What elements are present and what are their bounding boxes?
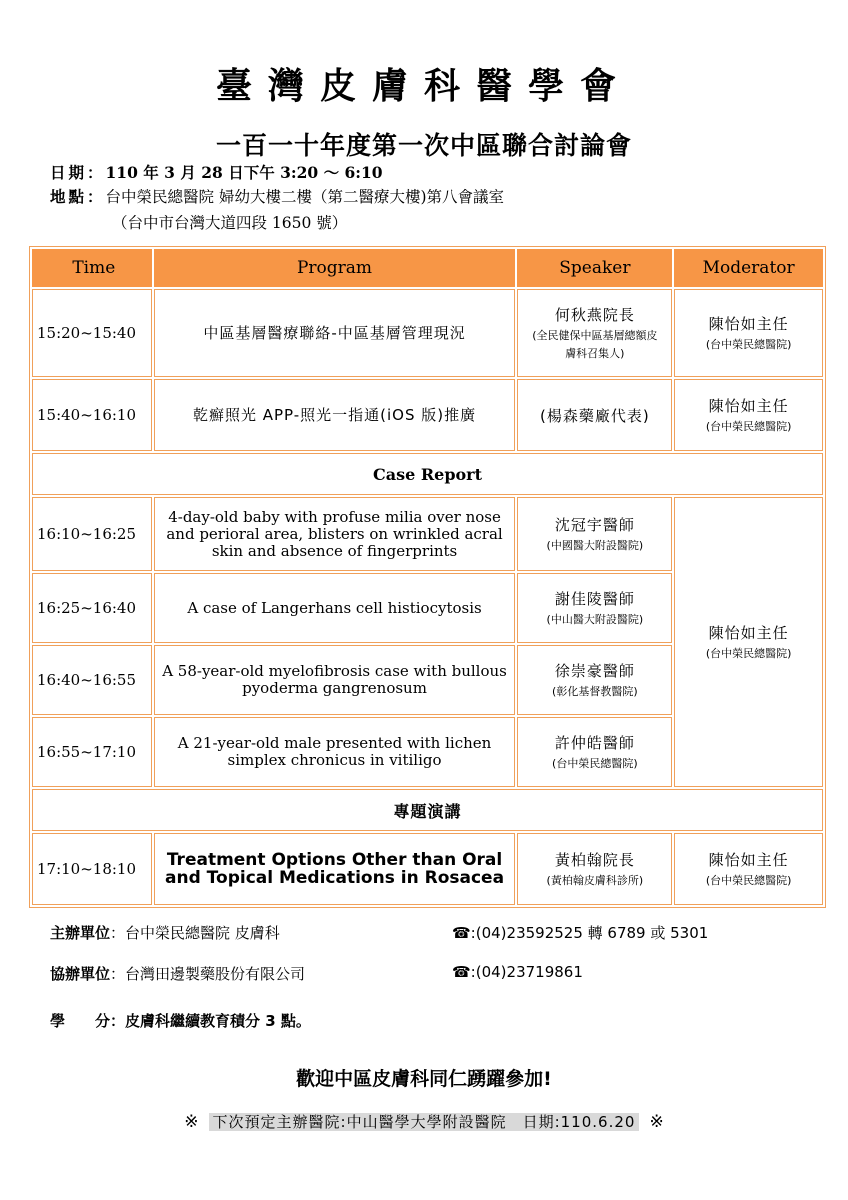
row-moderator [674, 289, 823, 377]
co-organizer-label: 協辦單位 [50, 965, 111, 983]
row-time: 16:40~16:55 [32, 645, 152, 715]
next-host-note [0, 1111, 848, 1132]
row-time: 15:40~16:10 [32, 379, 152, 451]
co-organizer-value: ：台灣田邊製藥股份有限公司 [110, 965, 306, 983]
reference-mark-left: ※ [184, 1112, 199, 1132]
program-table [29, 246, 826, 908]
reference-mark-right: ※ [649, 1112, 664, 1132]
case-moderator [674, 497, 823, 787]
speaker-affiliation: (彰化基督教醫院) [552, 685, 638, 698]
venue-label: 地點： [50, 187, 106, 206]
speaker-affiliation: (中山醫大附設醫院) [546, 613, 644, 626]
row-speaker: (楊森藥廠代表) [517, 379, 672, 451]
moderator-affiliation: (台中榮民總醫院) [705, 647, 792, 660]
speaker-name: 黃柏翰院長 [554, 851, 635, 869]
venue-address: （台中市台灣大道四段 1650 號） [112, 214, 348, 232]
organizer-value: ：台中榮民總醫院 皮膚科 [110, 924, 280, 942]
row-time: 15:20~15:40 [32, 289, 152, 377]
row-speaker [517, 497, 672, 571]
speaker-affiliation: (台中榮民總醫院) [552, 757, 638, 770]
organizer-label: 主辦單位 [50, 924, 111, 942]
speaker-affiliation: (中國醫大附設醫院) [546, 539, 644, 552]
row-moderator [674, 379, 823, 451]
next-host-text: 下次預定主辦醫院:中山醫學大學附設醫院 日期:110.6.20 [209, 1113, 640, 1131]
co-organizer-phone: ☎:(04)23719861 [452, 963, 583, 981]
header-moderator: Moderator [674, 249, 823, 287]
speaker-name: 徐崇豪醫師 [554, 662, 635, 680]
row-speaker [517, 833, 672, 905]
header-time: Time [32, 249, 152, 287]
welcome-message: 歡迎中區皮膚科同仁踴躍參加! [296, 1068, 552, 1090]
event-date [50, 162, 383, 184]
row-speaker [517, 289, 672, 377]
row-program: A 21-year-old male presented with lichen simplex chronicus in vitiligo [154, 717, 516, 787]
speaker-name: 許仲皓醫師 [554, 734, 635, 752]
moderator-name: 陳怡如主任 [708, 624, 789, 642]
header-speaker: Speaker [517, 249, 672, 287]
row-speaker [517, 717, 672, 787]
speaker-affiliation: (黃柏翰皮膚科診所) [546, 874, 644, 887]
speaker-name: 沈冠宇醫師 [554, 516, 635, 534]
section-row [32, 453, 823, 495]
table-row [32, 379, 823, 451]
row-time: 16:25~16:40 [32, 573, 152, 643]
section-row [32, 789, 823, 831]
event-venue [50, 186, 504, 208]
row-time: 16:10~16:25 [32, 497, 152, 571]
speaker-affiliation: (全民健保中區基層總額皮膚科召集人) [532, 329, 658, 360]
row-moderator [674, 833, 823, 905]
row-time: 17:10~18:10 [32, 833, 152, 905]
organizer-line [50, 922, 280, 943]
row-speaker [517, 573, 672, 643]
page-subtitle: 一百一十年度第一次中區聯合討論會 [215, 131, 632, 160]
table-row [32, 833, 823, 905]
row-time: 16:55~17:10 [32, 717, 152, 787]
table-row [32, 289, 823, 377]
row-program: Treatment Options Other than Oral and Topical Medications in Rosacea [154, 833, 516, 905]
credit-label: 學 分 [50, 1012, 111, 1030]
organizer-phone: ☎:(04)23592525 轉 6789 或 5301 [452, 924, 709, 942]
moderator-name: 陳怡如主任 [708, 315, 789, 333]
row-speaker [517, 645, 672, 715]
header-program: Program [154, 249, 516, 287]
row-program: 乾癬照光 APP-照光一指通(iOS 版)推廣 [154, 379, 516, 451]
date-value: 110 年 3 月 28 日下午 3:20 ～ 6:10 [105, 163, 383, 182]
speaker-name: 謝佳陵醫師 [554, 590, 635, 608]
moderator-affiliation: (台中榮民總醫院) [705, 874, 792, 887]
date-label: 日期： [50, 163, 106, 182]
co-organizer-line [50, 963, 305, 984]
moderator-name: 陳怡如主任 [708, 397, 789, 415]
credit-value: ：皮膚科繼續教育積分 3 點。 [110, 1012, 311, 1030]
row-program: 中區基層醫療聯絡-中區基層管理現況 [154, 289, 516, 377]
page-title: 臺灣皮膚科醫學會 [215, 66, 632, 107]
table-header-row [32, 249, 823, 287]
section-lecture: 專題演講 [32, 789, 823, 831]
section-case-report: Case Report [32, 453, 823, 495]
row-program: A 58-year-old myelofibrosis case with bullous pyoderma gangrenosum [154, 645, 516, 715]
moderator-name: 陳怡如主任 [708, 851, 789, 869]
row-program: 4-day-old baby with profuse milia over nose and perioral area, blisters on wrinkled acral skin and absence of fingerprints [154, 497, 516, 571]
moderator-affiliation: (台中榮民總醫院) [705, 338, 792, 351]
row-program: A case of Langerhans cell histiocytosis [154, 573, 516, 643]
table-row [32, 497, 823, 571]
speaker-name: 何秋燕院長 [554, 306, 635, 324]
venue-value: 台中榮民總醫院 婦幼大樓二樓（第二醫療大樓)第八會議室 [105, 188, 504, 206]
moderator-affiliation: (台中榮民總醫院) [705, 420, 792, 433]
credit-line [50, 1010, 311, 1031]
